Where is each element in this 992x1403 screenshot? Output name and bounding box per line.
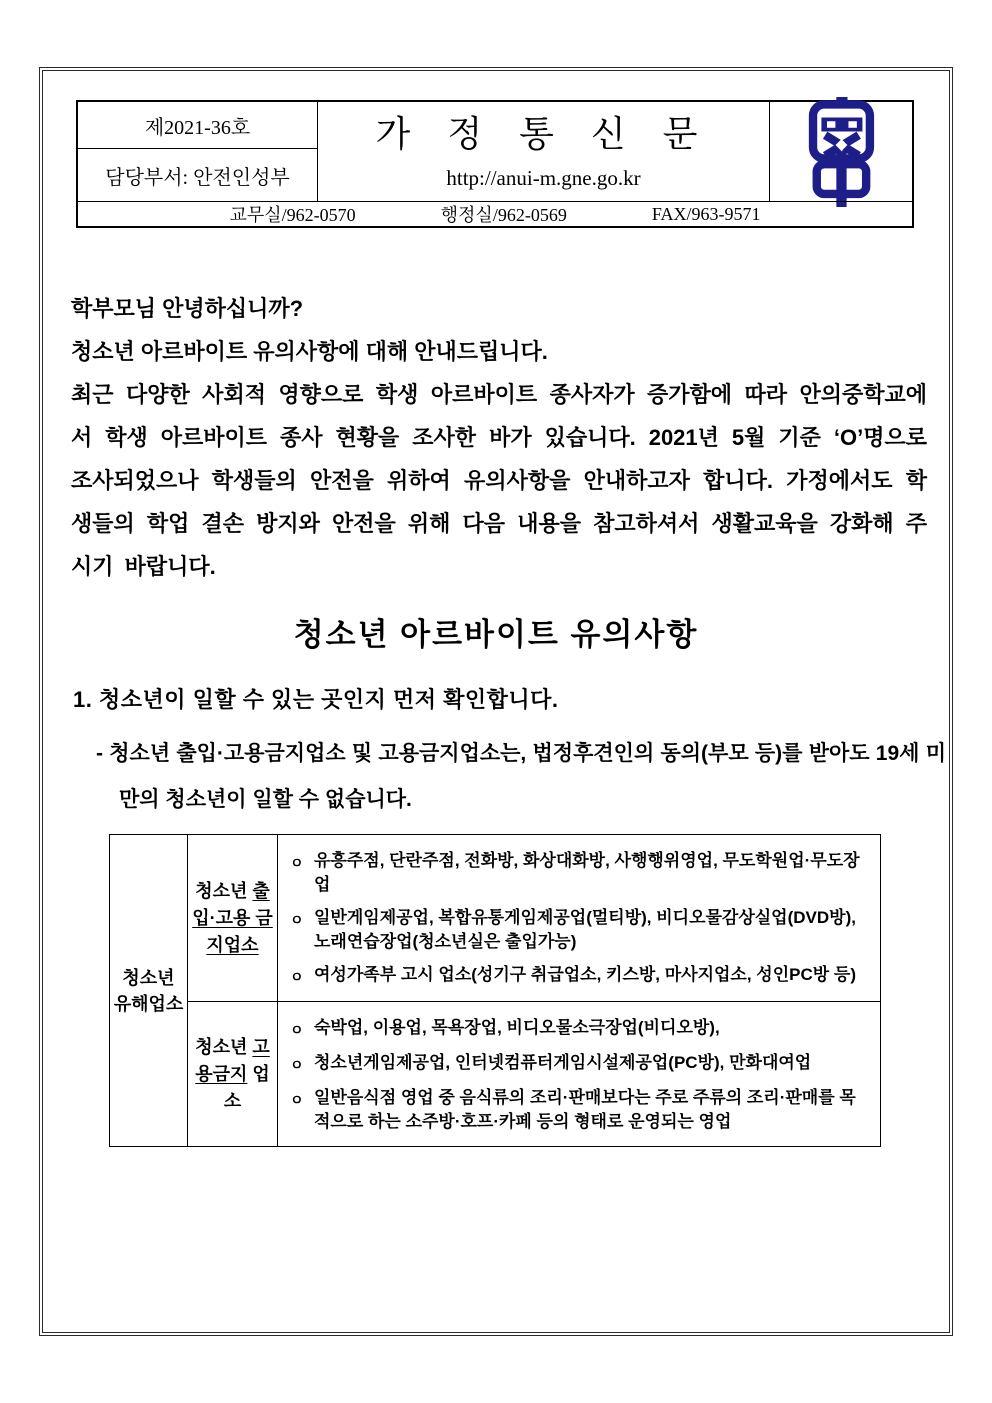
item-text: 여성가족부 고시 업소(성기구 취급업소, 키스방, 마사지업소, 성인PC방 등) — [314, 965, 856, 984]
bullet-icon: ㅇ — [290, 1022, 304, 1038]
item-text: 숙박업, 이용업, 목욕장업, 비디오물소극장업(비디오방), — [314, 1018, 720, 1037]
bullet-icon: ㅇ — [290, 855, 304, 871]
category-bottom: 업소 — [223, 1063, 270, 1111]
bullet-icon: ㅇ — [290, 969, 304, 985]
list-item — [290, 906, 872, 954]
item-text: 일반게임제공업, 복합유통게임제공업(멀티방), 비디오물감상실업(DVD방), 노래연습장업(청소년실은 출입가능) — [314, 908, 856, 951]
header-table — [76, 100, 914, 228]
doc-number: 제2021-36호 — [78, 102, 318, 149]
category-cell-entry-employment-ban — [188, 835, 278, 1002]
list-item — [290, 849, 872, 897]
item-text: 청소년게임제공업, 인터넷컴퓨터게임시설제공업(PC방), 만화대여업 — [314, 1053, 812, 1072]
greeting-paragraph: 최근 다양한 사회적 영향으로 학생 아르바이트 종사자가 증가함에 따라 안의중학교에서 학생 아르바이트 종사 현황을 조사한 바가 있습니다. 2021년 5월 기준 ‘O’명으로 조사되었으나 학생들의 안전을 위하여 유의사항을 안내하고자 합니다. 가정에서도 학생들의 학업 결손 방지와 안전을 위해 다음 내용을 참고하셔서 생활교육을 강화해 주시기 바랍니다. — [71, 382, 927, 579]
header-center — [318, 102, 770, 201]
school-emblem-icon — [770, 102, 912, 201]
list-item — [290, 1051, 872, 1077]
item-text: 유흥주점, 단란주점, 전화방, 화상대화방, 사행행위영업, 무도학원업·무도장업 — [314, 851, 860, 894]
item-text: 일반음식점 영업 중 음식류의 조리·판매보다는 주로 주류의 조리·판매를 목적으로 하는 소주방·호프·카페 등의 형태로 운영되는 영업 — [314, 1088, 856, 1131]
contact-office: 교무실/962-0570 — [229, 205, 356, 225]
category-cell-employment-ban — [188, 1002, 278, 1147]
department-label: 담당부서: 안전인성부 — [78, 149, 318, 201]
greeting-block — [71, 287, 927, 588]
category-top: 청소년 — [195, 1036, 248, 1057]
category-top: 청소년 — [195, 880, 248, 901]
bullet-icon: ㅇ — [290, 1057, 304, 1073]
items-cell — [278, 1002, 881, 1147]
contact-row — [78, 201, 912, 226]
row-header-cell: 청소년 유해업소 — [110, 835, 188, 1147]
table-row — [110, 1002, 881, 1147]
items-cell — [278, 835, 881, 1002]
list-item — [290, 1086, 872, 1134]
notice-subitem: - 청소년 출입·고용금지업소 및 고용금지업소는, 법정후견인의 동의(부모 등)를 받아도 19세 미만의 청소년이 일할 수 없습니다. — [96, 742, 946, 811]
list-item — [290, 1016, 872, 1042]
contact-admin: 행정실/962-0569 — [440, 205, 567, 225]
notice-item-1: 1. 청소년이 일할 수 있는 곳인지 먼저 확인합니다. — [73, 687, 559, 712]
greeting-line-1: 학부모님 안녕하십니까? — [71, 296, 304, 321]
bullet-icon: ㅇ — [290, 912, 304, 928]
school-website-url: http://anui-m.gne.go.kr — [446, 166, 641, 190]
category-underlined: 고용금지 — [195, 1036, 270, 1084]
newsletter-title: 가 정 통 신 문 — [375, 114, 712, 154]
contact-fax: FAX/963-9571 — [651, 203, 761, 224]
hazard-table — [109, 834, 881, 1147]
table-row — [110, 835, 881, 1002]
list-item — [290, 963, 872, 989]
greeting-line-2: 청소년 아르바이트 유의사항에 대해 안내드립니다. — [71, 339, 548, 364]
newsletter-page — [42, 70, 950, 1333]
bullet-icon: ㅇ — [290, 1092, 304, 1108]
category-underlined: 출입·고용 금지업소 — [192, 880, 273, 955]
notice-title: 청소년 아르바이트 유의사항 — [293, 617, 699, 652]
